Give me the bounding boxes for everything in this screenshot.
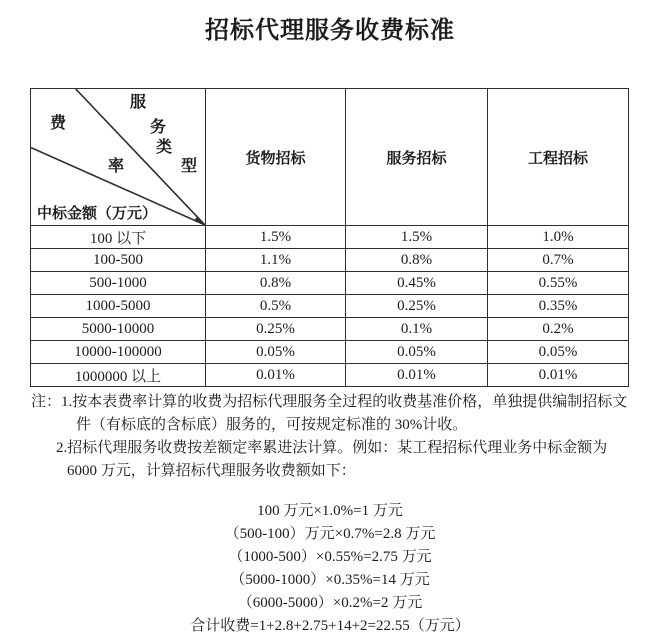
fee-rate-cell: 0.25% <box>206 318 346 341</box>
corner-header-cell <box>31 89 206 226</box>
fee-rate-cell: 1.0% <box>488 226 629 249</box>
calculation-line: （1000-500）×0.55%=2.75 万元 <box>228 549 432 565</box>
fee-table-body <box>31 226 629 387</box>
fee-rate-cell: 0.01% <box>206 364 346 387</box>
corner-service-type-char: 服 <box>130 94 147 111</box>
calculation-example-section <box>0 500 660 638</box>
note-line: 件（有标底的含标底）服务的，可按规定标准的 30%计收。 <box>76 417 468 433</box>
amount-range-cell: 10000-100000 <box>31 341 206 364</box>
column-header-services-bidding: 服务招标 <box>346 89 488 226</box>
column-header-goods-bidding: 货物招标 <box>206 89 346 226</box>
fee-rate-cell: 1.1% <box>206 249 346 272</box>
fee-rate-cell: 0.01% <box>488 364 629 387</box>
corner-fee-rate-char: 费 <box>50 115 67 132</box>
fee-table-header-row <box>31 89 629 226</box>
note-line: 2.招标代理服务收费按差额定率累进法计算。例如：某工程招标代理业务中标金额为 <box>56 440 608 456</box>
page-title: 招标代理服务收费标准 <box>205 18 455 44</box>
fee-rate-cell: 0.05% <box>488 341 629 364</box>
amount-range-cell: 1000000 以上 <box>31 364 206 387</box>
fee-rate-cell: 0.2% <box>488 318 629 341</box>
fee-rate-cell: 0.05% <box>346 341 488 364</box>
corner-bid-amount-label: 中标金额（万元） <box>37 206 158 222</box>
fee-table-row <box>31 341 629 364</box>
fee-rate-cell: 0.45% <box>346 272 488 295</box>
fee-rate-cell: 0.55% <box>488 272 629 295</box>
fee-rate-cell: 0.1% <box>346 318 488 341</box>
fee-rate-cell: 1.5% <box>206 226 346 249</box>
fee-table-row <box>31 364 629 387</box>
corner-fee-rate-char: 率 <box>108 158 125 175</box>
fee-rate-cell: 0.01% <box>346 364 488 387</box>
corner-service-type-char: 务 <box>150 119 167 136</box>
fee-table-row <box>31 249 629 272</box>
notes-section <box>0 391 660 483</box>
amount-range-cell: 5000-10000 <box>31 318 206 341</box>
fee-rate-cell: 0.7% <box>488 249 629 272</box>
corner-service-type-char: 型 <box>181 158 198 175</box>
fee-table-row <box>31 295 629 318</box>
note-line: 6000 万元，计算招标代理服务收费额如下： <box>67 463 356 479</box>
amount-range-cell: 1000-5000 <box>31 295 206 318</box>
fee-table-row <box>31 318 629 341</box>
fee-rate-cell: 0.5% <box>206 295 346 318</box>
calculation-line: （500-100）万元×0.7%=2.8 万元 <box>224 526 436 542</box>
fee-table-row <box>31 272 629 295</box>
amount-range-cell: 500-1000 <box>31 272 206 295</box>
fee-table <box>30 88 629 387</box>
fee-rate-cell: 0.8% <box>206 272 346 295</box>
calculation-line: 合计收费=1+2.8+2.75+14+2=22.55（万元） <box>190 618 470 634</box>
fee-rate-cell: 0.05% <box>206 341 346 364</box>
corner-service-type-char: 类 <box>156 139 173 156</box>
fee-rate-cell: 0.8% <box>346 249 488 272</box>
note-line: 注：1.按本表费率计算的收费为招标代理服务全过程的收费基准价格，单独提供编制招标文 <box>31 394 628 410</box>
fee-rate-cell: 0.35% <box>488 295 629 318</box>
amount-range-cell: 100 以下 <box>31 226 206 249</box>
fee-table-row <box>31 226 629 249</box>
fee-rate-cell: 1.5% <box>346 226 488 249</box>
calculation-line: （6000-5000）×0.2%=2 万元 <box>237 595 423 611</box>
column-header-works-bidding: 工程招标 <box>488 89 629 226</box>
amount-range-cell: 100-500 <box>31 249 206 272</box>
fee-rate-cell: 0.25% <box>346 295 488 318</box>
calculation-line: （5000-1000）×0.35%=14 万元 <box>230 572 430 588</box>
calculation-line: 100 万元×1.0%=1 万元 <box>257 503 403 519</box>
